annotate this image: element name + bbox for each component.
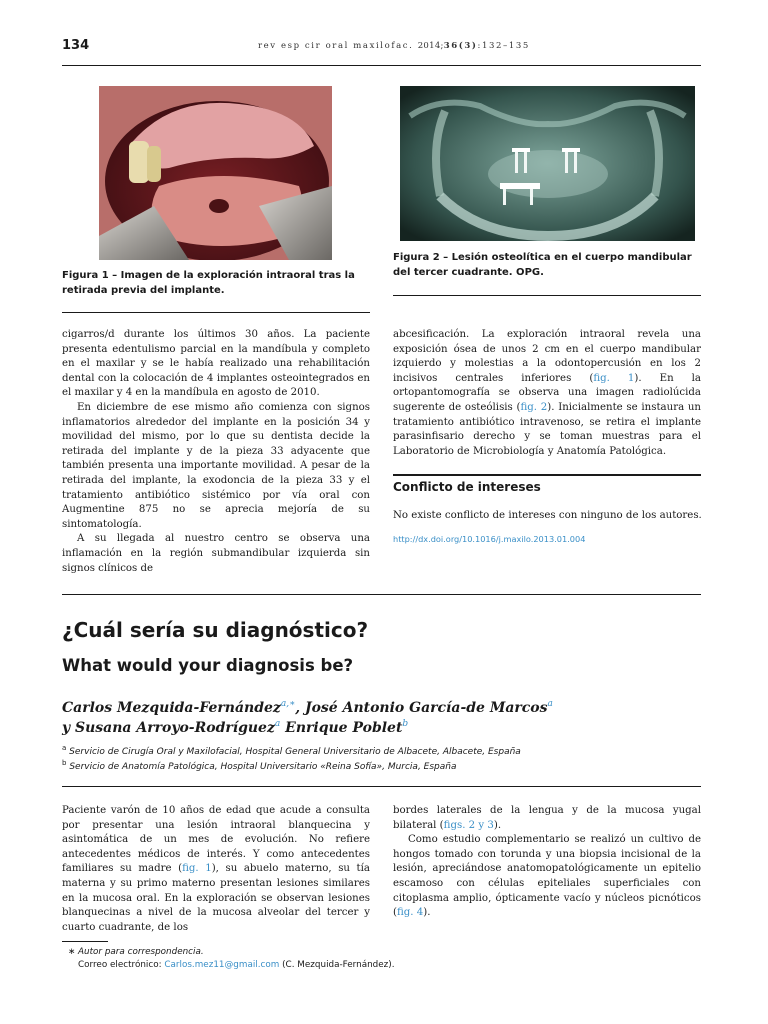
author-separator: , [295, 700, 305, 716]
figure-1-caption: Figura 1 – Imagen de la exploración intraoral tras la retirada previa del implante. [62, 270, 355, 296]
article-title-english: What would your diagnosis be? [62, 656, 354, 675]
text-run: ). En la ortopantomografía se observa una imagen radiolúcida sugerente de osteólisis ( [393, 372, 701, 413]
footnote-label: Autor para correspondencia. [78, 947, 204, 957]
author-conjunction: y [62, 720, 76, 736]
journal-volume: 36(3) [443, 41, 478, 51]
affiliation-b [62, 760, 521, 775]
text-run: ), su abuelo materno, su tía materna y su primo materno presentan lesiones similares en la mucosa oral. En la exploración se observan lesiones blanquecinas a nivel de la mucosa alveolar del tercer y cuarto cuadrante, de los [62, 863, 370, 933]
author-affiliation-mark[interactable]: a,∗ [280, 699, 296, 709]
journal-pages: :132–135 [477, 41, 530, 51]
author-name: Susana Arroyo-Rodríguez [75, 720, 275, 736]
text-run: Paciente varón de 10 años de edad que acude a consulta por presentar una lesión intraoral blanquecina y asintomática de un mes de evolución. No refiere antecedentes médicos de interés. Y como antecedentes familiares su madre ( [62, 805, 370, 875]
text-run: Como estudio complementario se realizó un cultivo de hongos tomado con torunda y una biopsia incisional de la lesión, apreciándose anatomopatológicamente un epitelio escamoso con células epiteliales superficiales con citoplasma amplio, ópticamente vacío y núcleos picnóticos ( [393, 834, 701, 919]
journal-header [258, 41, 530, 51]
affiliation-a [62, 745, 521, 760]
journal-name: rev esp cir oral maxilofac. [258, 41, 414, 51]
paragraph [393, 804, 701, 833]
footnote-corresponding [68, 946, 395, 959]
author-affiliation-mark[interactable]: a [274, 719, 281, 729]
conflict-rule [393, 474, 701, 476]
paragraph: A su llegada al nuestro centro se observa una inflamación en la región submandibular izquierda sin signos clínicos de [62, 533, 370, 574]
author-affiliation-mark[interactable]: a [547, 699, 553, 709]
conflict-of-interest-heading: Conflicto de intereses [393, 480, 541, 494]
email-suffix: (C. Mezquida-Fernández). [279, 960, 395, 970]
text-run: bordes laterales de la lengua y de la mucosa yugal bilateral ( [393, 805, 701, 831]
text-run: ). [493, 819, 502, 831]
paragraph: cigarros/d durante los últimos 30 años. La paciente presenta edentulismo parcial en la mandíbula y completo en el maxilar y se le había realizado una rehabilitación dental con la colocación de 4 implantes osteointegrados en el maxilar y 4 en la mandíbula en agosto de 2010. [62, 329, 370, 399]
figure-1-link[interactable]: fig. 1 [593, 372, 635, 384]
paragraph [393, 833, 701, 921]
figure-1-intraoral-photo [99, 86, 332, 260]
affiliation-rule [62, 786, 701, 787]
paragraph [393, 328, 701, 459]
footnote-rule [62, 941, 108, 942]
journal-year: 2014; [417, 41, 444, 51]
footnote-email-line [68, 959, 395, 972]
affiliation-text: Servicio de Anatomía Patológica, Hospital Universitario «Reina Sofía», Murcia, España [69, 762, 457, 772]
figure-2-caption: Figura 2 – Lesión osteolítica en el cuerpo mandibular del tercer cuadrante. OPG. [393, 252, 692, 278]
affiliation-label: b [62, 759, 67, 767]
text-run: ). Inicialmente se instaura un tratamiento antibiótico intravenoso, se retira el implante parasinfisario derecho y se toman muestras para el Laboratorio de Microbiología y Anatomía Patológica. [393, 401, 701, 457]
author-name: José Antonio García-de Marcos [304, 700, 548, 716]
caption-rule-left [62, 312, 370, 313]
figure-2-link[interactable]: fig. 2 [520, 401, 548, 413]
header-rule [62, 65, 701, 66]
affiliations [62, 745, 521, 775]
footnote [68, 946, 395, 972]
paragraph [62, 804, 370, 935]
body-column-4 [393, 804, 701, 921]
body-column-2 [393, 328, 701, 459]
affiliation-label: a [62, 744, 67, 752]
author-name: Enrique Poblet [285, 720, 403, 736]
conflict-of-interest-text: No existe conflicto de intereses con ninguno de los autores. [393, 510, 702, 521]
text-run: ). [423, 907, 431, 919]
paragraph: En diciembre de ese mismo año comienza con signos inflamatorios alrededor del implante en la posición 34 y movilidad del mismo, por lo que su dentista decide la retirada del implante y de la pieza 33 adyacente que también presenta una importante movilidad. A pesar de la retirada del implante, la exodoncia de la pieza 33 y el tratamiento antibiótico sistémico por vía oral con Augmentine 875 no se aprecia mejoría de su sintomatología. [62, 401, 370, 530]
section-rule [62, 594, 701, 595]
text-run: abcesificación. La exploración intraoral revela una exposición ósea de unos 2 cm en el cuerpo mandibular izquierdo y molestias a la odontopercusión en los 2 incisivos centrales inferiores ( [393, 329, 701, 384]
author-name: Carlos Mezquida-Fernández [62, 700, 281, 716]
caption-rule-right [393, 295, 701, 296]
email-prefix: Correo electrónico: [78, 960, 165, 970]
body-column-1 [62, 328, 370, 576]
article-title-spanish: ¿Cuál sería su diagnóstico? [62, 618, 369, 642]
footnote-marker: ∗ [68, 947, 76, 957]
figure-2-opg-radiograph [400, 86, 695, 241]
page-number: 134 [62, 38, 90, 53]
figure-4-link[interactable]: fig. 4 [396, 907, 424, 919]
email-link[interactable]: Carlos.mez11@gmail.com [164, 960, 280, 970]
affiliation-text: Servicio de Cirugía Oral y Maxilofacial, Hospital General Universitario de Albacete, Albacete, España [69, 747, 521, 757]
figure-1-link[interactable]: fig. 1 [182, 863, 212, 875]
doi-link[interactable]: http://dx.doi.org/10.1016/j.maxilo.2013.01.004 [393, 534, 586, 544]
body-column-3 [62, 804, 370, 935]
author-affiliation-mark[interactable]: b [402, 719, 409, 729]
figures-2-3-link[interactable]: figs. 2 y 3 [443, 819, 494, 831]
author-list [62, 698, 712, 738]
